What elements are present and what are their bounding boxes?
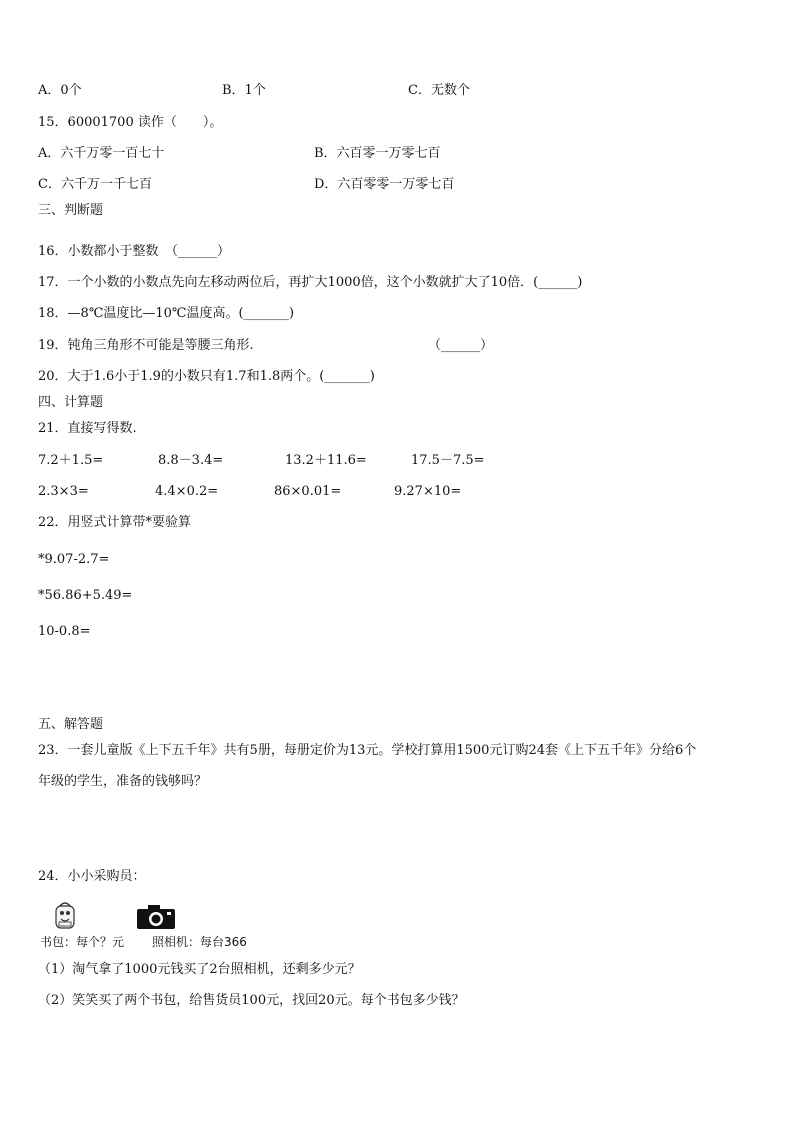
vertical-calc-item: *56.86+5.49= [38,588,133,603]
question-24-sub2: （2）笑笑买了两个书包，给售货员100元，找回20元。每个书包多少钱？ [38,993,465,1008]
schoolbag-icon [50,900,80,930]
q14-option-b: B．1个 [222,83,266,98]
section-calc-heading: 四、计算题 [38,395,104,410]
question-24-stem: 24．小小采购员： [38,869,146,884]
calc-item: 2.3×3= [38,484,89,499]
section-answer-heading: 五、解答题 [38,717,104,732]
question-24-sub1: （1）淘气拿了1000元钱买了2台照相机，还剩多少元？ [38,962,361,977]
q15-stem: 15．60001700 读作（ ）。 [38,115,223,130]
q15-option-c: C．六千万一千七百 [38,177,152,192]
camera-icon [136,904,176,930]
question-16: 16．小数都小于整数 （______） [38,244,231,259]
calc-item: 8.8－3.4= [158,453,224,468]
vertical-calc-item: 10-0.8= [38,624,91,639]
q15-option-a: A．六千万零一百七十 [38,146,165,161]
camera-price-label: 照相机：每台366 [152,935,247,949]
calc-item: 9.27×10= [394,484,462,499]
question-23-line2: 年级的学生，准备的钱够吗？ [38,774,208,789]
schoolbag-price-label: 书包：每个？元 [40,935,125,949]
section-judge-heading: 三、判断题 [38,203,104,218]
q14-option-c: C．无数个 [408,83,470,98]
q14-option-a: A．0个 [38,83,82,98]
question-19-blank: （______） [428,338,494,353]
question-22-stem: 22．用竖式计算带*要验算 [38,515,192,530]
calc-item: 13.2＋11.6= [285,453,367,468]
question-19: 19．钝角三角形不可能是等腰三角形. [38,338,254,353]
q15-option-d: D．六百零零一万零七百 [314,177,455,192]
question-21-stem: 21．直接写得数. [38,421,137,436]
vertical-calc-item: *9.07-2.7= [38,552,110,567]
calc-item: 86×0.01= [274,484,342,499]
question-18: 18．—8℃温度比—10℃温度高。(_______) [38,306,295,321]
calc-item: 7.2＋1.5= [38,453,104,468]
question-23-line1: 23．一套儿童版《上下五千年》共有5册，每册定价为13元。学校打算用1500元订购24套《上下五千年》分给6个 [38,743,697,758]
question-20: 20．大于1.6小于1.9的小数只有1.7和1.8两个。(_______) [38,369,375,384]
q15-option-b: B．六百零一万零七百 [314,146,441,161]
question-17: 17．一个小数的小数点先向左移动两位后，再扩大1000倍，这个小数就扩大了10倍．(______) [38,275,583,290]
calc-item: 17.5－7.5= [411,453,485,468]
calc-item: 4.4×0.2= [155,484,219,499]
